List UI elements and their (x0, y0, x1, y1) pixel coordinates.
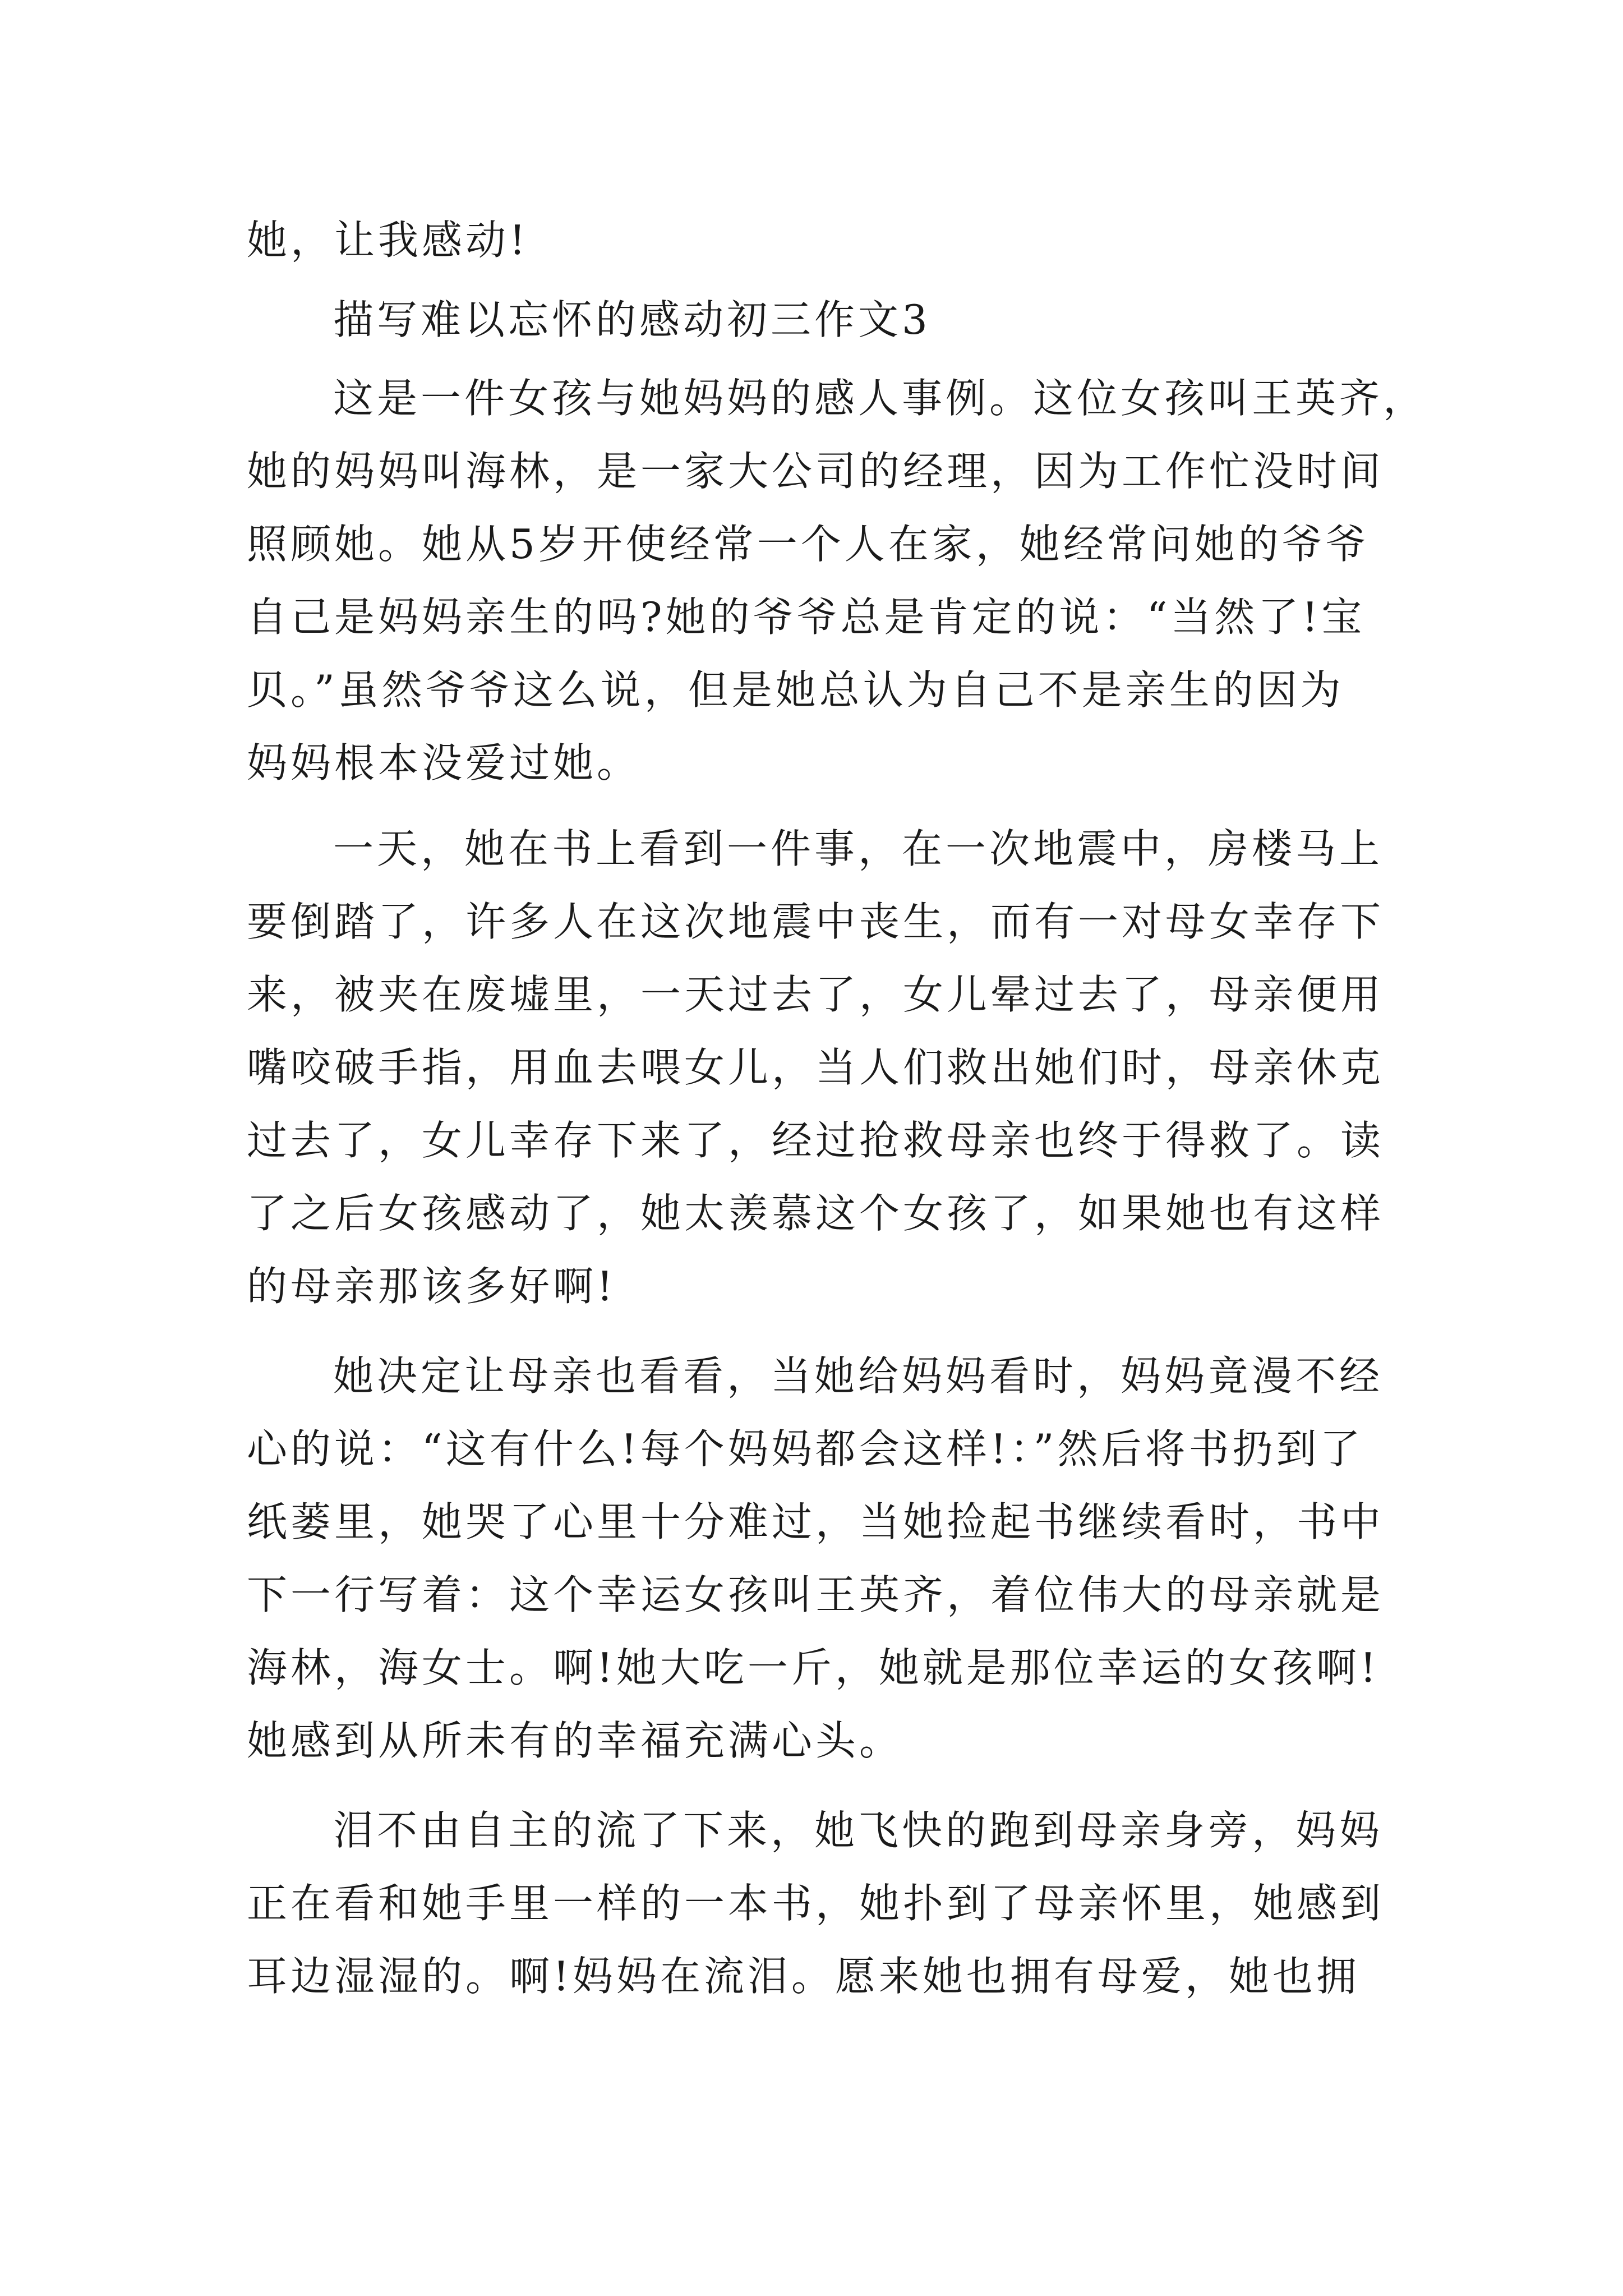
paragraph-line: 过去了，女儿幸存下来了，经过抢救母亲也终于得救了。读 (247, 1117, 1385, 1164)
paragraph-line: 泪不由自主的流了下来，她飞快的跑到母亲身旁，妈妈 (333, 1807, 1384, 1854)
section-heading: 描写难以忘怀的感动初三作文3 (333, 296, 931, 343)
paragraph-line: 她感到从所未有的幸福充满心头。 (247, 1717, 903, 1764)
text-line: 她，让我感动! (247, 217, 529, 264)
paragraph-line: 耳边湿湿的。啊!妈妈在流泪。愿来她也拥有母爱，她也拥 (247, 1953, 1360, 2000)
paragraph-line: 心的说：“这有什么!每个妈妈都会这样!：”然后将书扔到了 (247, 1425, 1364, 1473)
paragraph-line: 正在看和她手里一样的一本书，她扑到了母亲怀里，她感到 (247, 1880, 1385, 1927)
paragraph-line: 她的妈妈叫海林，是一家大公司的经理，因为工作忙没时间 (247, 448, 1385, 495)
paragraph-line: 嘴咬破手指，用血去喂女儿，当人们救出她们时，母亲休克 (247, 1044, 1385, 1091)
paragraph-line: 这是一件女孩与她妈妈的感人事例。这位女孩叫王英齐， (333, 375, 1427, 422)
paragraph-line: 要倒踏了，许多人在这次地震中丧生，而有一对母女幸存下 (247, 898, 1385, 945)
paragraph-line: 海林，海女士。啊!她大吃一斤，她就是那位幸运的女孩啊! (247, 1644, 1380, 1691)
paragraph-line: 的母亲那该多好啊! (247, 1263, 616, 1310)
paragraph-line: 自己是妈妈亲生的吗?她的爷爷总是肯定的说：“当然了!宝 (247, 593, 1366, 641)
paragraph-line: 来，被夹在废墟里，一天过去了，女儿晕过去了，母亲便用 (247, 971, 1385, 1018)
paragraph-line: 她决定让母亲也看看，当她给妈妈看时，妈妈竟漫不经 (333, 1352, 1384, 1400)
paragraph-line: 照顾她。她从5岁开使经常一个人在家，她经常问她的爷爷 (247, 521, 1370, 568)
paragraph-line: 下一行写着：这个幸运女孩叫王英齐，着位伟大的母亲就是 (247, 1571, 1385, 1618)
paragraph-line: 贝。”虽然爷爷这么说，但是她总认为自己不是亲生的因为 (247, 666, 1344, 714)
paragraph-line: 妈妈根本没爱过她。 (247, 739, 641, 786)
paragraph-line: 一天，她在书上看到一件事，在一次地震中，房楼马上 (333, 825, 1384, 872)
paragraph-line: 了之后女孩感动了，她太羡慕这个女孩了，如果她也有这样 (247, 1190, 1385, 1237)
paragraph-line: 纸蒌里，她哭了心里十分难过，当她捡起书继续看时，书中 (247, 1498, 1385, 1545)
